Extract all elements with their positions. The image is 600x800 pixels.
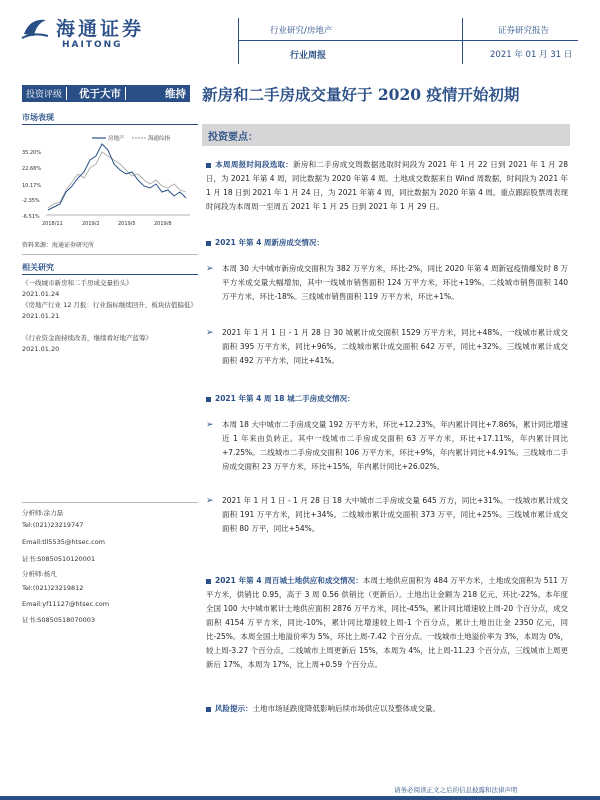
new-house-heading: 2021 年第 4 周新房成交情况： [215, 238, 324, 247]
period-text: 新房和二手房成交周数据选取时间段为 2021 年 1 月 22 日到 2021 年 1 月 28 日，为 2021 年第 4 周，同比数据为 2020 年第 4 周。土地成交数据来自 Wind 周数据，时间段为 2021 年 1 月 18 日到 2021 年 1 月 24 日，为 2021 年第 4 周，同比数据为 2020 年第 4 周。重点跟踪股票周表现时间段为本周周一至周五 2021 年 1 月 25 日到 2021 年 1 月 29 日。 [206, 160, 569, 211]
logo-english: HAITONG [62, 40, 123, 50]
y-tick: 10.17% [22, 183, 42, 189]
x-tick: 2018/11 [42, 221, 63, 227]
analyst-name: 分析师:涂力磊 [22, 509, 64, 517]
related-title: 《行业资金面持续改善，继续看好地产蓝筹》 [22, 334, 152, 342]
bullet-square-icon [206, 579, 211, 584]
second-hand-cumulative: 2021 年 1 月 1 日 - 1 月 28 日 18 大中城市二手房成交量 645 万方，同比+31%。一线城市累计成交面积 191 万平方米，同比+34%。二线城市累计成交面积 373 万平，同比+25%。三线城市累计成交面积 80 万平，同比+54%。 [222, 496, 568, 533]
logo-chinese: 海通证券 [56, 18, 145, 40]
list-item [206, 494, 568, 536]
related-item[interactable] [22, 300, 197, 322]
bullet-square-icon [206, 163, 211, 168]
sidebar-rule [22, 274, 198, 275]
y-tick: 35.20% [22, 150, 42, 156]
market-performance-chart [22, 130, 198, 230]
second-hand-heading: 2021 年第 4 周 18 城二手房成交情况： [215, 394, 355, 403]
arrow-bullet-icon: ➢ [206, 420, 214, 430]
report-category: 行业研究/房地产 [270, 26, 333, 36]
risk-text: 土地市场延跌度降低影响后续市场供应以及整体成交量。 [252, 704, 440, 713]
header-divider [462, 18, 463, 64]
report-title: 新房和二手房成交量好于 2020 疫情开始初期 [202, 85, 520, 104]
haitong-logo-icon [20, 14, 50, 42]
sidebar-rule [22, 254, 198, 255]
heading-second-hand [206, 392, 568, 406]
section-title: 投资要点： [208, 132, 258, 143]
land-text: 本周土地供应面积为 484 万平方米，土地成交面积为 511 万平方米，供销比 0.95，高于 3 周 0.56 供销比（更新后）。土地出让金额为 218 亿元，环比-22%。本年度全国 100 大中城市累计土地供应面积 2876 万平方米，同比-45%，累计同比增速较上周-20 个百分点，成交面积 4154 万平方米，同比-10%，累计同比增速较上周-1 个百分点，累计土地出让金 2350 亿元，同比-25%。本周全国土地溢价率为 5%，环比上周-7.42 个百分点。一线城市土地溢价率为 3%，本周为 0%，较上周-3.27 个百分点，二线城市上周更新后 15%，本周为 4%，比上周-11.23 个百分点，三线城市上周更新后 17%，本周为 17%，比上周+0.59 个百分点。 [206, 576, 568, 669]
related-title: 《房地产行业 12 月报：行业指标继续回升，板块估值偏低》 [22, 301, 197, 309]
bullet-square-icon [206, 241, 211, 246]
arrow-bullet-icon: ➢ [206, 496, 214, 506]
risk-label: 风险提示： [215, 704, 253, 713]
analyst-tel: Tel:(021)23219812 [22, 584, 84, 592]
bullet-square-icon [206, 397, 211, 402]
analyst-email[interactable]: Email:yf11127@htsec.com [22, 600, 110, 608]
second-hand-weekly: 本周 18 大中城市二手房成交量 192 万平方米，环比+12.23%，年内累计同比+7.86%，累计同比增速近 1 年来由负转正。其中一线城市二手房成交面积 63 万平方米，环比+17.11%，年内累计同比+7.25%。二线城市二手房成交面积 106 万平方米，环比+9%，年内累计同比+4.91%。三线城市二手房成交面积 23 万平方米，环比+15%，年内累计同比+26.02%。 [222, 420, 568, 471]
header-divider [238, 18, 239, 64]
y-tick: 22.68% [22, 166, 42, 172]
report-type: 行业周报 [290, 51, 327, 61]
document-type: 证券研究报告 [498, 26, 550, 36]
land-heading: 2021 年第 4 周百城土地供应和成交情况： [215, 576, 363, 585]
chart-source: 资料来源：海通证券研究所 [22, 242, 95, 249]
analyst-name: 分析师:杨凡 [22, 570, 57, 578]
legend-index: 海通综指 [148, 136, 171, 142]
footer-bar [0, 796, 600, 800]
rating-bar [22, 85, 190, 102]
arrow-bullet-icon: ➢ [206, 264, 214, 274]
analyst-cert: 证书:S0850510120001 [22, 555, 96, 563]
related-date: 2021.01.20 [22, 345, 60, 353]
report-date: 2021 年 01 月 31 日 [490, 50, 573, 60]
x-tick: 2019/2 [82, 221, 100, 227]
analyst-cert: 证书:S0850518070003 [22, 616, 96, 624]
sidebar-rule [22, 124, 198, 125]
section-header [202, 124, 570, 146]
y-tick: -6.51% [22, 214, 40, 220]
y-tick: -2.35% [22, 198, 40, 204]
x-tick: 2019/8 [154, 221, 172, 227]
related-title: 《一线城市新房和二手房成交量拾头》 [22, 279, 133, 287]
header-rule [238, 40, 578, 41]
related-heading: 相关研究 [22, 263, 54, 272]
list-item [206, 418, 568, 474]
new-house-cumulative: 2021 年 1 月 1 日 - 1 月 28 日 30 城累计成交面积 1529 万平方米，同比+48%。一线城市累计成交面积 395 万平方米，同比+96%。二线城市累计成交面积 642 万平，同比+32%。三线城市累计成交面积 492 万平方米，同比+41%。 [222, 328, 568, 365]
footer-disclaimer: 请务必阅读正文之后的信息披露和法律声明 [394, 786, 518, 794]
related-item[interactable] [22, 333, 197, 355]
analyst-tel: Tel:(021)23219747 [22, 521, 84, 529]
rating-label: 投资评级 [26, 90, 63, 100]
related-item[interactable] [22, 278, 197, 300]
x-tick: 2019/5 [118, 221, 136, 227]
rating-divider [125, 87, 134, 100]
arrow-bullet-icon: ➢ [206, 328, 214, 338]
heading-new-house [206, 236, 568, 250]
period-label: 本周周报时间段选取： [215, 160, 294, 169]
bullet-square-icon [206, 707, 211, 712]
legend-realestate: 房地产 [108, 136, 125, 142]
rating-action: 维持 [165, 88, 186, 100]
list-item [206, 326, 568, 368]
analyst-email[interactable]: Email:tll5535@htsec.com [22, 538, 106, 546]
related-date: 2021.01.21 [22, 312, 60, 320]
new-house-weekly: 本周 30 大中城市新房成交面积为 382 万平方米，环比-2%，同比 2020 年第 4 周新冠疫情爆发时 8 万平方米成交量大幅增加，其中一线城市销售面积 124 万平方米，环比+19%。二线城市销售面积 140 万平方米，环比-18%。三线城市销售面积 119 万平方米，环比+1%。 [222, 264, 568, 301]
paragraph-risk [206, 702, 568, 716]
paragraph-land [206, 574, 568, 672]
sidebar-rule [22, 502, 198, 503]
list-item [206, 262, 568, 304]
rating-value: 优于大市 [79, 88, 122, 100]
paragraph-period [206, 158, 568, 214]
rating-divider [66, 87, 75, 100]
related-date: 2021.01.24 [22, 290, 60, 298]
market-heading: 市场表现 [22, 113, 54, 122]
